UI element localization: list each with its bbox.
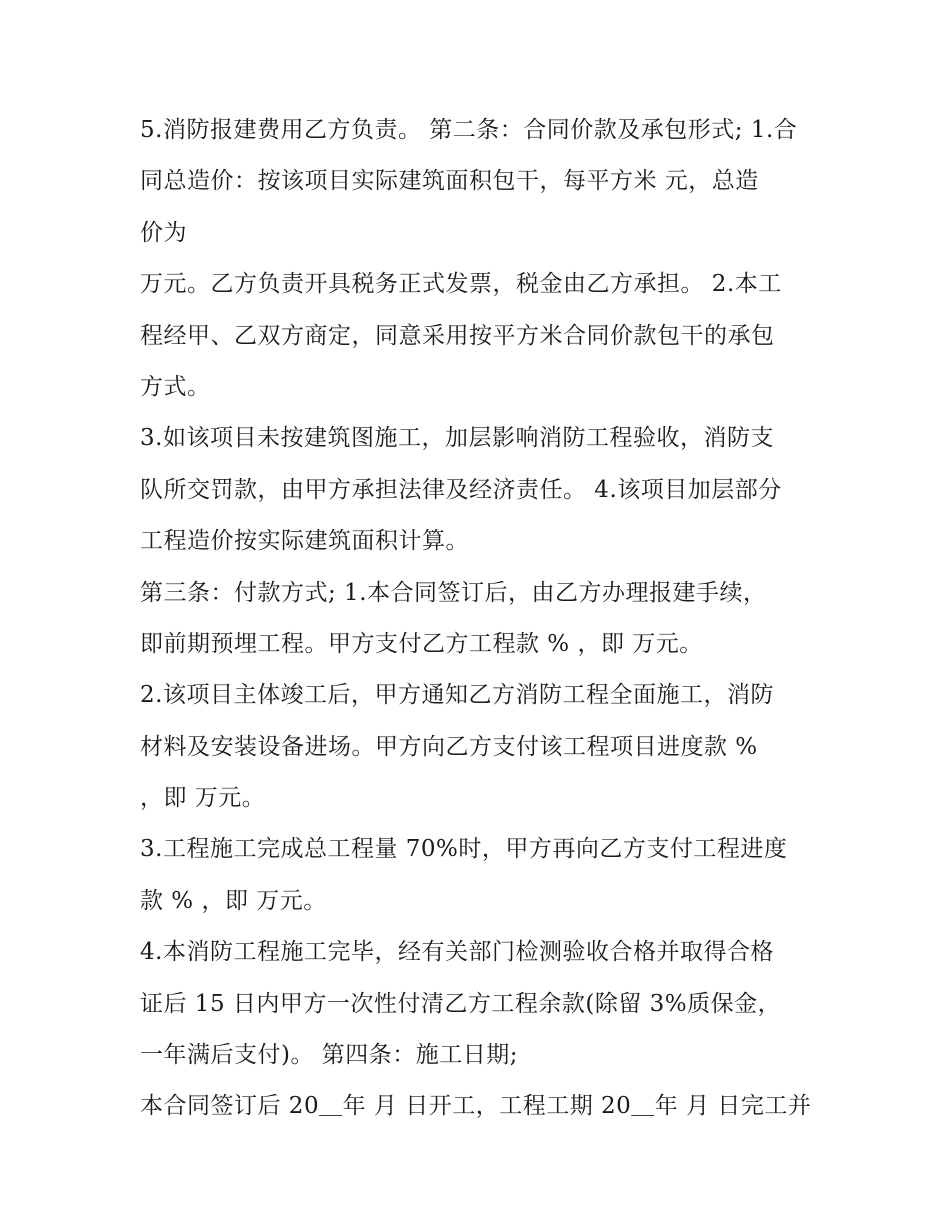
text-line: ，即 万元。 (140, 785, 266, 812)
text-line: 本合同签订后 20＿年 月 日开工，工程工期 20＿年 月 日完工并 (140, 1093, 812, 1120)
text-line: 款 % ，即 万元。 (140, 887, 327, 914)
text-line: 3.工程施工完成总工程量 70%时，甲方再向乙方支付工程进度 (140, 836, 788, 863)
text-line: 3.如该项目未按建筑图施工，加层影响消防工程验收，消防支 (140, 425, 774, 452)
text-line: 队所交罚款，由甲方承担法律及经济责任。 4.该项目加层部分 (140, 476, 782, 503)
text-line: 价为 (140, 219, 187, 246)
text-line: 证后 15 日内甲方一次性付清乙方工程余款(除留 3%质保金， (140, 990, 782, 1017)
text-line: 材料及安装设备进场。甲方向乙方支付该工程项目进度款 % (140, 733, 758, 760)
contract-text (140, 105, 820, 1133)
text-line: 第三条：付款方式; 1.本合同签订后，由乙方办理报建手续， (140, 579, 767, 606)
text-line: 2.该项目主体竣工后，甲方通知乙方消防工程全面施工，消防 (140, 682, 774, 709)
text-line: 4.本消防工程施工完毕，经有关部门检测验收合格并取得合格 (140, 939, 774, 966)
text-line: 一年满后支付)。 第四条：施工日期; (140, 1042, 519, 1069)
text-line: 万元。乙方负责开具税务正式发票，税金由乙方承担。 2.本工 (140, 271, 782, 298)
text-line: 方式。 (140, 373, 211, 400)
text-line: 工程造价按实际建筑面积计算。 (140, 528, 469, 555)
text-line: 5.消防报建费用乙方负责。 第二条：合同价款及承包形式; 1.合 (140, 117, 798, 143)
text-line: 程经甲、乙双方商定，同意采用按平方米合同价款包干的承包 (140, 322, 775, 349)
text-line: 即前期预埋工程。甲方支付乙方工程款 % ，即 万元。 (140, 630, 703, 657)
text-line: 同总造价：按该项目实际建筑面积包干，每平方米 元，总造 (140, 168, 759, 195)
